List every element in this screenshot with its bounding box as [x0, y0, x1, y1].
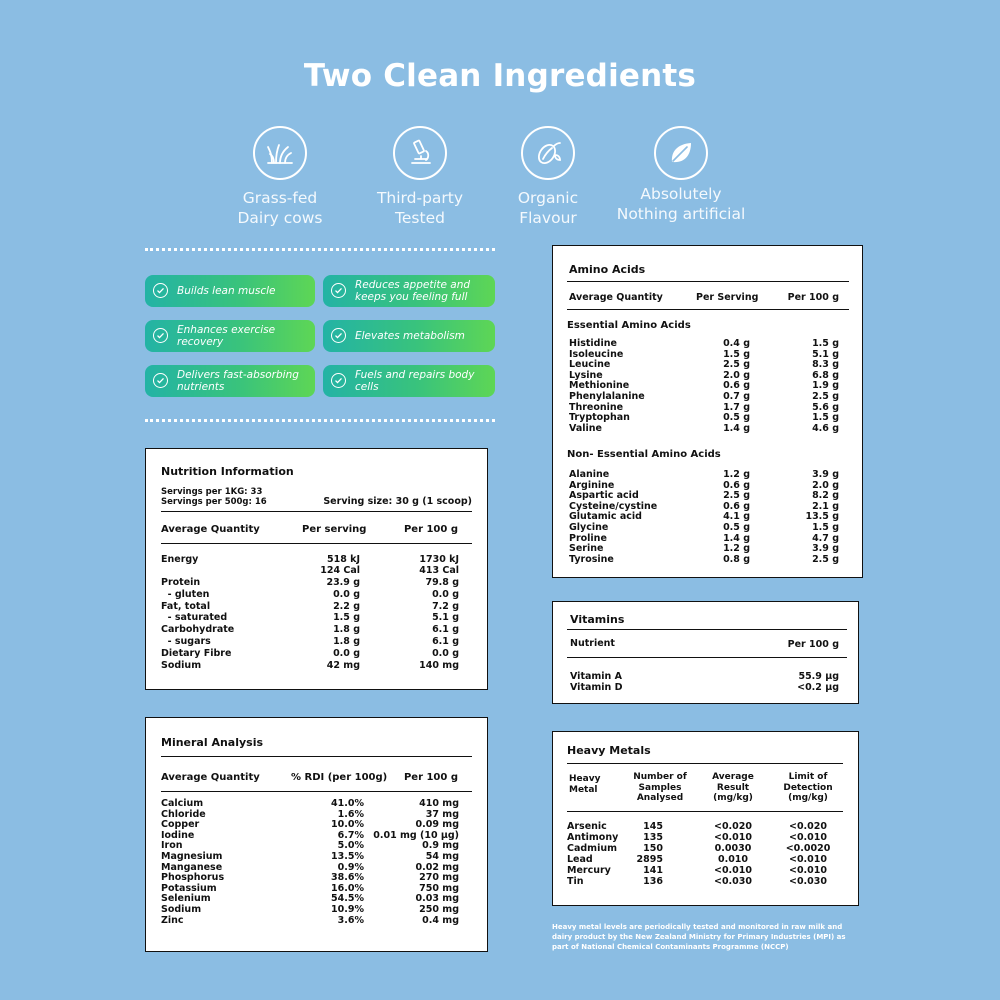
nutrient-per-serving: 518 kJ 124 Cal: [320, 554, 360, 576]
feature-label: Absolutely Nothing artificial: [616, 185, 746, 223]
mineral-per-100g: 750 mg: [419, 882, 459, 894]
mineral-per-100g: 410 mg: [419, 798, 459, 809]
amino-per-100g: 8.3 g: [812, 359, 839, 371]
amino-per-serving: 1.2 g: [723, 469, 750, 480]
amino-acid-name: Cysteine/cystine: [569, 500, 658, 512]
benefit-label: Elevates metabolism: [355, 330, 465, 342]
nutrient-per-serving: 1.5 g: [333, 612, 360, 624]
metal-average: 0.010: [717, 854, 749, 865]
vitamin-name: Vitamin D: [570, 682, 623, 693]
metal-samples: 150: [643, 843, 663, 854]
check-icon: [153, 328, 168, 343]
benefit-label: Fuels and repairs body cells: [355, 369, 475, 393]
panel-title: Amino Acids: [569, 263, 646, 276]
amino-per-100g: 5.6 g: [812, 401, 839, 413]
servings-1kg: Servings per 1KG: 33: [161, 487, 263, 497]
metal-samples: 135: [643, 832, 663, 843]
amino-per-serving: 0.5 g: [723, 522, 750, 533]
mineral-rdi: 10.9%: [331, 904, 364, 915]
metal-samples: 136: [643, 876, 663, 887]
mineral-per-100g: 250 mg: [419, 904, 459, 915]
dotted-divider: [145, 419, 495, 422]
nutrient-name: - saturated: [161, 612, 228, 624]
check-icon: [331, 328, 346, 343]
column-header: Per 100 g: [403, 524, 458, 535]
column-header: Average Quantity: [161, 772, 260, 783]
metal-name: Arsenic: [567, 821, 607, 832]
page-title: Two Clean Ingredients: [303, 58, 697, 94]
mineral-rdi: 16.0%: [331, 882, 364, 894]
amino-per-100g: 8.2 g: [812, 490, 839, 502]
mineral-per-100g: 0.03 mg: [415, 893, 459, 905]
mineral-rdi: 54.5%: [331, 893, 364, 905]
benefit-label: Reduces appetite and keeps you feeling full: [355, 279, 471, 303]
column-header: Per 100 g: [787, 292, 839, 303]
nutrient-name: - sugars: [161, 636, 211, 647]
metal-samples: 141: [643, 865, 663, 876]
metal-average: <0.010: [713, 865, 752, 876]
column-header: Limit of Detection (mg/kg): [783, 772, 833, 804]
amino-acid-name: Aspartic acid: [569, 490, 639, 502]
metal-lod: <0.010: [788, 865, 827, 876]
amino-per-serving: 0.5 g: [723, 412, 750, 424]
nutrient-per-serving: 23.9 g: [326, 577, 360, 588]
dotted-divider: [145, 248, 495, 251]
amino-per-100g: 2.1 g: [812, 500, 839, 512]
divider: [161, 791, 472, 792]
nutrient-per-serving: 2.2 g: [333, 600, 360, 612]
nutrient-per-100g: 6.1 g: [432, 636, 459, 647]
column-header: Average Quantity: [161, 524, 260, 535]
nutrient-per-serving: 0.0 g: [333, 647, 360, 659]
nutrient-name: Protein: [161, 577, 201, 588]
metal-lod: <0.0020: [785, 843, 831, 854]
column-header: Nutrient: [570, 638, 615, 649]
amino-per-serving: 0.7 g: [723, 391, 750, 402]
benefit-label: Delivers fast-absorbing nutrients: [177, 369, 299, 393]
amino-per-serving: 1.5 g: [723, 348, 750, 360]
nutrient-per-100g: 0.0 g: [432, 647, 459, 659]
servings-500g: Servings per 500g: 16: [161, 497, 267, 507]
panel-title: Mineral Analysis: [161, 736, 264, 749]
mineral-name: Phosphorus: [161, 872, 225, 884]
benefit-label: Enhances exercise recovery: [177, 324, 276, 348]
divider: [161, 756, 472, 757]
amino-per-100g: 4.6 g: [812, 422, 839, 434]
column-header: Per serving: [302, 524, 367, 535]
metal-average: <0.010: [713, 832, 752, 843]
mineral-name: Magnesium: [161, 851, 223, 862]
amino-per-serving: 0.4 g: [723, 338, 750, 349]
amino-acid-name: Proline: [569, 532, 607, 544]
amino-per-100g: 1.5 g: [812, 338, 839, 349]
amino-acid-name: Lysine: [569, 369, 603, 381]
metal-name: Tin: [567, 876, 584, 887]
metal-samples: 2895: [636, 854, 663, 865]
amino-per-serving: 2.5 g: [723, 359, 750, 371]
nutrient-per-serving: 0.0 g: [333, 588, 360, 600]
column-header: % RDI (per 100g): [291, 772, 388, 783]
metal-name: Cadmium: [567, 843, 618, 854]
amino-acid-name: Threonine: [569, 401, 624, 413]
mineral-per-100g: 54 mg: [425, 851, 459, 862]
mineral-name: Selenium: [161, 893, 211, 905]
benefit-pill: [323, 365, 495, 397]
mineral-per-100g: 0.02 mg: [415, 861, 459, 873]
nutrient-per-100g: 79.8 g: [425, 577, 459, 588]
nutrient-per-100g: 0.0 g: [432, 588, 459, 600]
column-header: Per Serving: [696, 292, 759, 303]
mineral-name: Zinc: [161, 914, 184, 926]
divider: [567, 763, 843, 764]
divider: [567, 281, 849, 282]
nutrient-per-100g: 1730 kJ 413 Cal: [419, 554, 459, 576]
benefit-pill: [145, 275, 315, 307]
mineral-rdi: 0.9%: [337, 861, 364, 873]
mineral-rdi: 13.5%: [331, 851, 364, 862]
amino-per-serving: 0.6 g: [723, 500, 750, 512]
leaf-icon: [654, 126, 708, 180]
amino-acid-name: Alanine: [569, 469, 610, 480]
metal-name: Mercury: [567, 865, 611, 876]
mineral-name: Calcium: [161, 798, 204, 809]
mineral-rdi: 41.0%: [331, 798, 364, 809]
feature-label: Organic Flavour: [517, 189, 579, 227]
amino-per-serving: 1.7 g: [723, 401, 750, 413]
check-icon: [153, 283, 168, 298]
feature-label: Third-party Tested: [376, 189, 464, 227]
mineral-name: Copper: [161, 819, 200, 831]
mineral-rdi: 1.6%: [337, 808, 364, 820]
amino-per-100g: 2.5 g: [812, 553, 839, 565]
microscope-icon: [393, 126, 447, 180]
amino-per-100g: 1.5 g: [812, 522, 839, 533]
amino-per-serving: 2.0 g: [723, 369, 750, 381]
check-icon: [331, 373, 346, 388]
amino-per-serving: 1.4 g: [723, 532, 750, 544]
amino-acid-name: Glutamic acid: [569, 511, 642, 523]
divider: [161, 543, 472, 544]
benefit-pill: [323, 320, 495, 352]
amino-per-100g: 5.1 g: [812, 348, 839, 360]
mineral-name: Manganese: [161, 861, 223, 873]
mineral-name: Chloride: [161, 808, 206, 820]
divider: [567, 629, 847, 630]
amino-acid-name: Histidine: [569, 338, 617, 349]
feature-label: Grass-fed Dairy cows: [237, 189, 323, 227]
metal-average: 0.0030: [714, 843, 752, 854]
amino-per-100g: 13.5 g: [805, 511, 839, 523]
amino-per-serving: 4.1 g: [723, 511, 750, 523]
amino-per-serving: 2.5 g: [723, 490, 750, 502]
mineral-name: Iron: [161, 840, 183, 852]
panel-title: Vitamins: [570, 613, 625, 626]
amino-per-100g: 1.9 g: [812, 380, 839, 392]
column-header: Per 100 g: [403, 772, 458, 783]
nutrient-per-serving: 1.8 g: [333, 636, 360, 647]
metal-lod: <0.010: [788, 854, 827, 865]
mineral-rdi: 10.0%: [331, 819, 364, 831]
amino-per-100g: 3.9 g: [812, 469, 839, 480]
metal-name: Lead: [567, 854, 593, 865]
benefit-pill: [323, 275, 495, 307]
panel-title: Heavy Metals: [567, 744, 651, 757]
mineral-per-100g: 0.01 mg (10 µg): [373, 829, 459, 841]
mineral-name: Sodium: [161, 904, 202, 915]
vitamins-panel: [552, 601, 859, 704]
heavy-metals-footnote: Heavy metal levels are periodically tested and monitored in raw milk and dairy product by the New Zealand Ministry for Primary Industries (MPI) as part of National Chemical Contaminants Programme (NCCP): [552, 923, 846, 951]
mineral-panel: [145, 717, 488, 952]
section-title: Essential Amino Acids: [567, 320, 691, 331]
metal-lod: <0.030: [788, 876, 827, 887]
mineral-per-100g: 0.9 mg: [422, 840, 459, 852]
nutrient-per-100g: 140 mg: [419, 659, 459, 671]
metal-average: <0.030: [713, 876, 752, 887]
mineral-name: Potassium: [161, 882, 217, 894]
amino-per-serving: 1.4 g: [723, 422, 750, 434]
nutrient-name: Sodium: [161, 659, 202, 671]
amino-per-100g: 4.7 g: [812, 532, 839, 544]
divider: [567, 309, 849, 310]
nutrient-name: - gluten: [161, 588, 210, 600]
serving-size: Serving size: 30 g (1 scoop): [323, 496, 472, 507]
benefit-label: Builds lean muscle: [177, 285, 276, 297]
nutrient-per-100g: 5.1 g: [432, 612, 459, 624]
check-icon: [153, 373, 168, 388]
check-icon: [331, 283, 346, 298]
nutrient-name: Dietary Fibre: [161, 647, 232, 659]
metal-lod: <0.010: [788, 832, 827, 843]
mineral-per-100g: 37 mg: [425, 808, 459, 820]
nutrient-name: Fat, total: [161, 600, 211, 612]
amino-per-100g: 1.5 g: [812, 412, 839, 424]
heavy-metals-panel: [552, 731, 859, 906]
amino-per-100g: 2.0 g: [812, 479, 839, 491]
mineral-name: Iodine: [161, 829, 195, 841]
divider: [161, 511, 472, 512]
vitamin-value: 55.9 µg: [798, 671, 839, 682]
grass-icon: [253, 126, 307, 180]
metal-samples: 145: [643, 821, 663, 832]
mineral-rdi: 3.6%: [337, 914, 364, 926]
amino-acid-name: Methionine: [569, 380, 630, 392]
amino-per-100g: 3.9 g: [812, 543, 839, 555]
amino-acid-name: Isoleucine: [569, 348, 624, 360]
divider: [567, 811, 843, 812]
column-header: Average Result (mg/kg): [712, 772, 754, 804]
column-header: Average Quantity: [569, 292, 663, 303]
nutrition-panel: [145, 448, 488, 690]
mineral-rdi: 5.0%: [337, 840, 364, 852]
vitamin-name: Vitamin A: [570, 671, 622, 682]
vitamin-value: <0.2 µg: [797, 682, 839, 693]
panel-title: Nutrition Information: [161, 465, 294, 478]
amino-acid-name: Serine: [569, 543, 604, 555]
nutrient-per-serving: 42 mg: [326, 659, 360, 671]
mineral-per-100g: 0.09 mg: [415, 819, 459, 831]
amino-per-100g: 6.8 g: [812, 369, 839, 381]
amino-acid-name: Glycine: [569, 522, 609, 533]
mineral-per-100g: 0.4 mg: [422, 914, 459, 926]
amino-acid-name: Valine: [569, 422, 602, 434]
amino-acid-name: Tyrosine: [569, 553, 614, 565]
benefit-pill: [145, 365, 315, 397]
feature-nothing-artificial: [596, 126, 766, 224]
benefit-pill: [145, 320, 315, 352]
column-header: Per 100 g: [787, 639, 839, 650]
nutrient-per-serving: 1.8 g: [333, 624, 360, 636]
nutrient-name: Carbohydrate: [161, 624, 235, 636]
nutrient-per-100g: 6.1 g: [432, 624, 459, 636]
divider: [567, 657, 847, 658]
amino-per-serving: 1.2 g: [723, 543, 750, 555]
amino-per-100g: 2.5 g: [812, 391, 839, 402]
metal-name: Antimony: [567, 832, 619, 843]
amino-acid-name: Tryptophan: [569, 412, 630, 424]
section-title: Non- Essential Amino Acids: [567, 449, 721, 460]
amino-per-serving: 0.6 g: [723, 479, 750, 491]
metal-average: <0.020: [713, 821, 752, 832]
cocoa-pod-icon: [521, 126, 575, 180]
amino-panel: [552, 245, 863, 578]
metal-lod: <0.020: [788, 821, 827, 832]
column-header: Heavy Metal: [569, 774, 601, 795]
amino-per-serving: 0.8 g: [723, 553, 750, 565]
mineral-rdi: 6.7%: [337, 829, 364, 841]
mineral-rdi: 38.6%: [331, 872, 364, 884]
amino-acid-name: Leucine: [569, 359, 611, 371]
nutrient-name: Energy: [161, 554, 199, 565]
nutrient-per-100g: 7.2 g: [432, 600, 459, 612]
amino-acid-name: Arginine: [569, 479, 615, 491]
amino-acid-name: Phenylalanine: [569, 391, 645, 402]
mineral-per-100g: 270 mg: [419, 872, 459, 884]
column-header: Number of Samples Analysed: [633, 772, 687, 804]
amino-per-serving: 0.6 g: [723, 380, 750, 392]
